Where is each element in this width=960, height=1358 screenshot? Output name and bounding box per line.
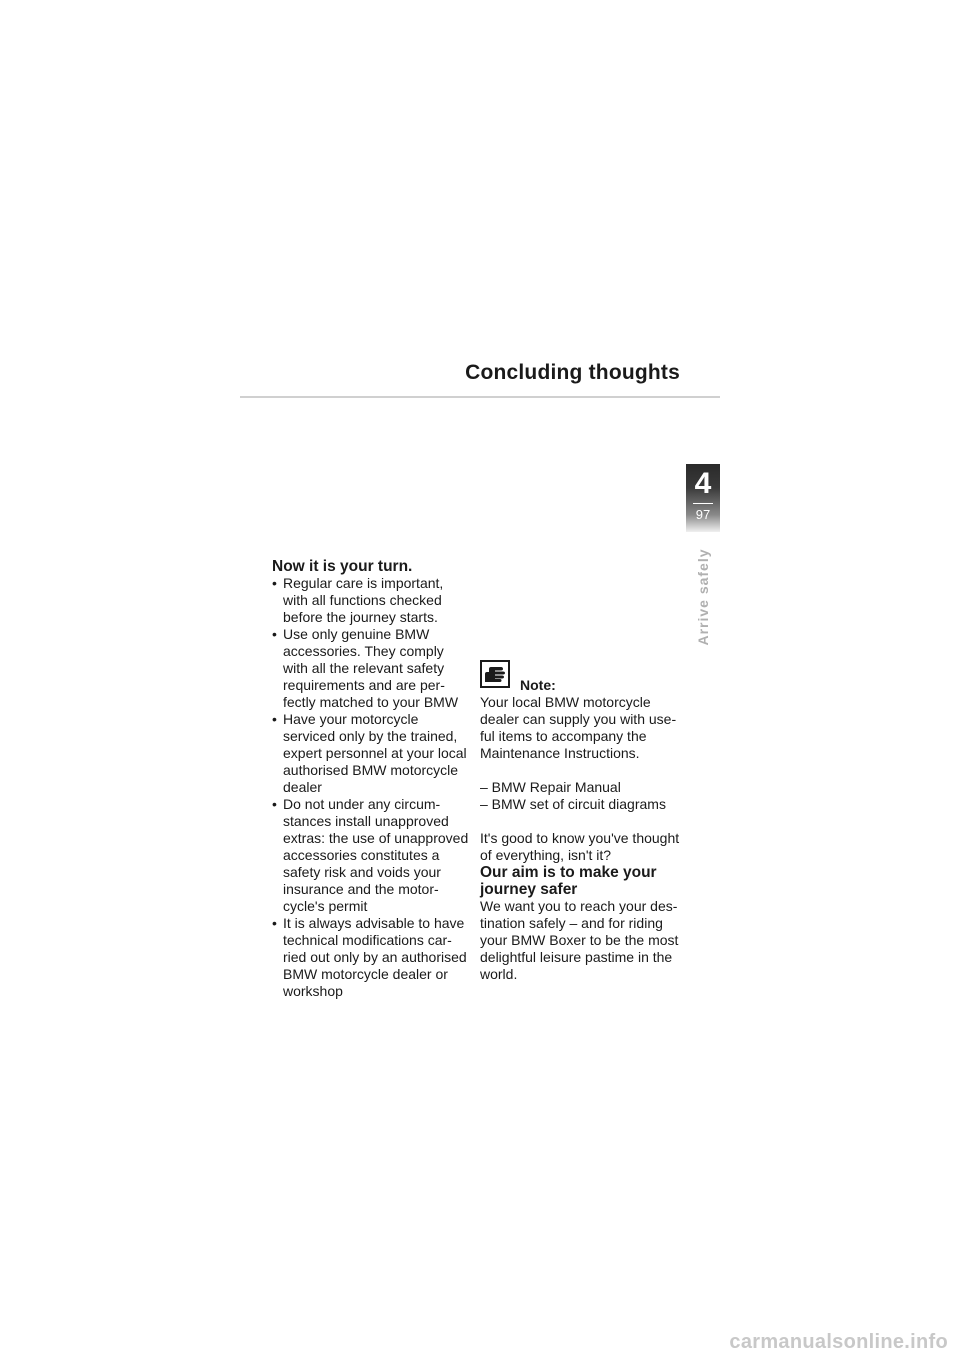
page-number: 97 <box>695 507 711 522</box>
list-item: • Regular care is important, with all functions checked before the journey starts. <box>272 575 444 625</box>
list-item: • Use only genuine BMW accessories. They comply with all the relevant safety requirements and are per- fectly matched to your BMW <box>272 626 459 710</box>
publication-list <box>480 779 690 813</box>
section-heading-aim: Our aim is to make your journey safer <box>480 864 657 898</box>
chapter-divider <box>693 503 713 504</box>
page-title: Concluding thoughts <box>465 361 680 384</box>
note-text: Your local BMW motorcycle dealer can supply you with use- ful items to accompany the Maintenance Instructions. <box>480 694 677 761</box>
left-column <box>272 558 472 1000</box>
aim-text: We want you to reach your des- tination safely – and for riding your BMW Boxer to be the most delightful leisure pastime in the world. <box>480 898 679 982</box>
section-heading-your-turn: Now it is your turn. <box>272 558 413 575</box>
chapter-side-label: Arrive safely <box>695 548 711 646</box>
watermark: carmanualsonline.info <box>729 1331 948 1353</box>
chapter-tab <box>686 464 720 532</box>
note-label: Note: <box>520 677 556 693</box>
list-item: • It is always advisable to have technical modifications car- ried out only by an authorised BMW motorcycle dealer or workshop <box>272 915 467 999</box>
note-closing: It's good to know you've thought of everything, isn't it? <box>480 830 680 863</box>
advice-list <box>272 575 472 1000</box>
title-divider <box>240 396 720 398</box>
pointing-hand-note-icon <box>480 660 510 688</box>
list-item: • Have your motorcycle serviced only by the trained, expert personnel at your local authorised BMW motorcycle dealer <box>272 711 467 795</box>
right-column <box>480 660 690 983</box>
chapter-number: 4 <box>694 467 712 500</box>
list-item: – BMW Repair Manual <box>480 779 621 795</box>
list-item: • Do not under any circum- stances install unapproved extras: the use of unapproved accessories constitutes a safety risk and voids your insurance and the motor- cycle's permit <box>272 796 469 914</box>
list-item: – BMW set of circuit diagrams <box>480 796 666 812</box>
note-header <box>480 660 690 694</box>
